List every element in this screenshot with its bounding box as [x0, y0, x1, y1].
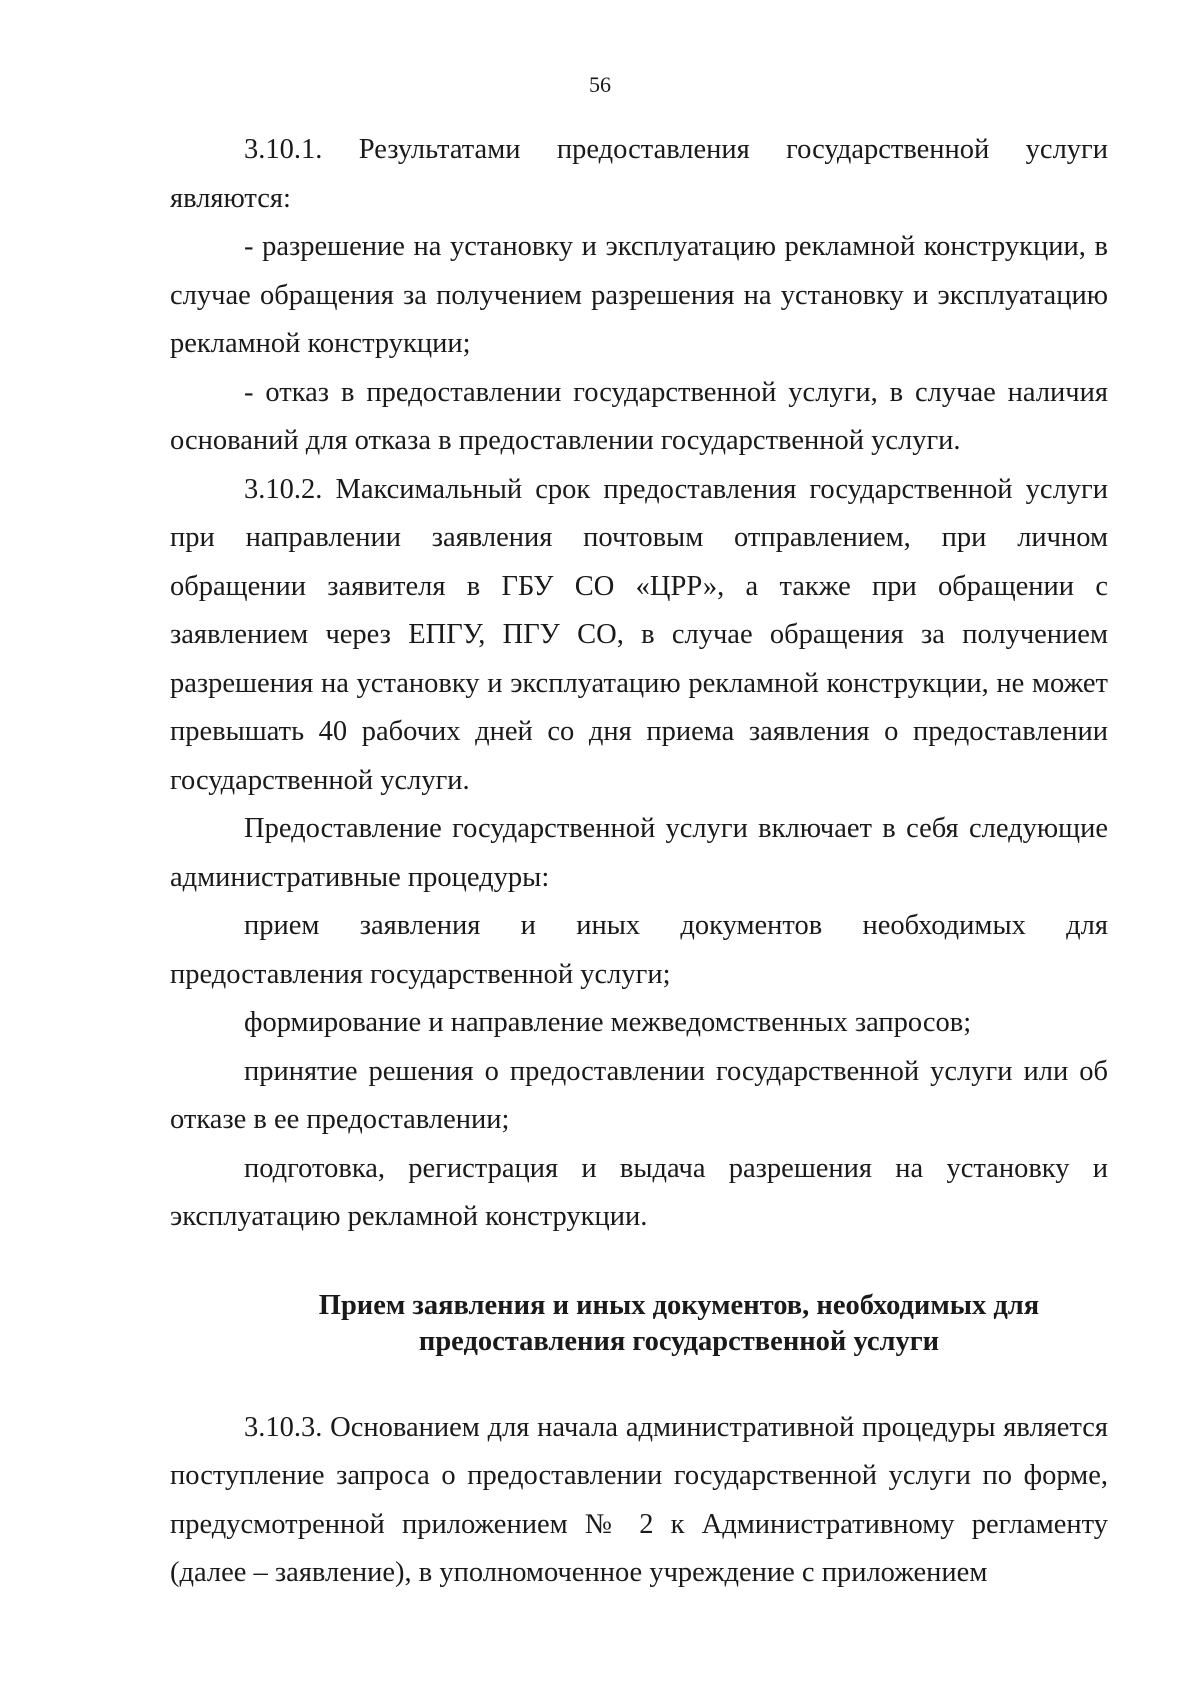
procedure-item-issuance: подготовка, регистрация и выдача разрешения на установку и эксплуатацию рекламной конструкции. [170, 1152, 1108, 1232]
section-heading-line-1: Прием заявления и иных документов, необходимых для [318, 1289, 1040, 1321]
section-heading [170, 1288, 1108, 1360]
document-body [170, 126, 1108, 1598]
paragraph-3-10-3: 3.10.3. Основанием для начала административной процедуры является поступление запроса о предоставлении государственной услуги по форме, предусмотренной приложением № 2 к Административному регламенту (далее – заявление), в уполномоченное учреждение с приложением [170, 1411, 1108, 1588]
list-item-refusal: - отказ в предоставлении государственной услуги, в случае наличия оснований для отказа в предоставлении государственной услуги. [170, 376, 1108, 456]
section-heading-line-2: предоставления государственной услуги [418, 1325, 940, 1357]
page-number: 56 [589, 72, 611, 97]
paragraph-3-10-2: 3.10.2. Максимальный срок предоставления государственной услуги при направлении заявления почтовым отправлением, при личном обращении заявителя в ГБУ СО «ЦРР», а также при обращении с заявлением через ЕПГУ, ПГУ СО, в случае обращения за получением разрешения на установку и эксплуатацию рекламной конструкции, не может превышать 40 рабочих дней со дня приема заявления о предоставлении государственной услуги. [170, 473, 1108, 796]
procedure-item-reception: прием заявления и иных документов необходимых для предоставления государственной услуги; [170, 910, 1108, 990]
paragraph-procedures-intro: Предоставление государственной услуги включает в себя следующие административные процедуры: [170, 813, 1108, 893]
procedure-item-decision: принятие решения о предоставлении государственной услуги или об отказе в ее предоставлении; [170, 1055, 1108, 1135]
list-item-permit: - разрешение на установку и эксплуатацию рекламной конструкции, в случае обращения за получением разрешения на установку и эксплуатацию рекламной конструкции; [170, 231, 1108, 359]
paragraph-3-10-1: 3.10.1. Результатами предоставления государственной услуги являются: [170, 134, 1108, 214]
procedure-item-requests: формирование и направление межведомственных запросов; [244, 1007, 972, 1038]
